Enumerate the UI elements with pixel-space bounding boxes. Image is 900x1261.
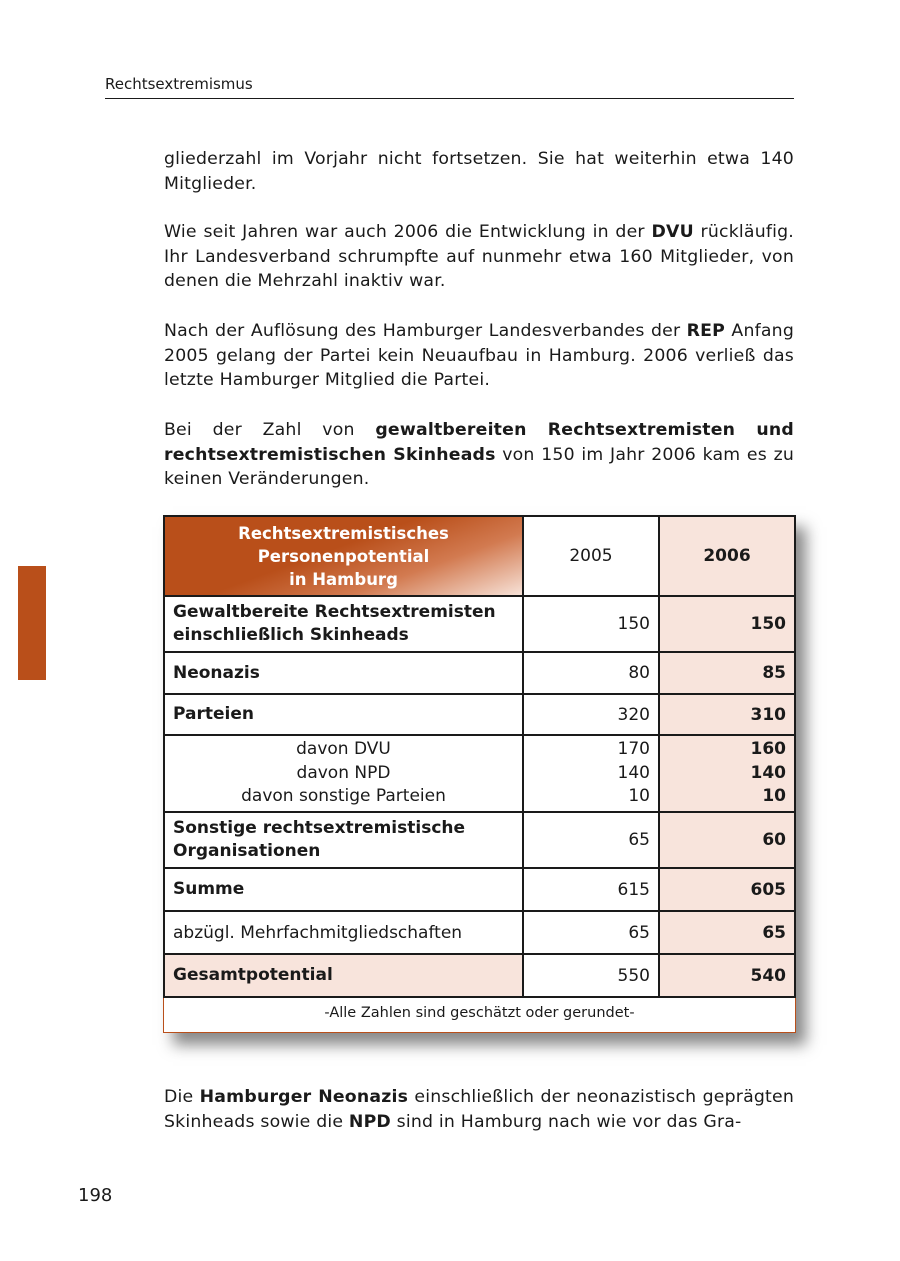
data-table — [163, 515, 796, 998]
row-label-line: einschließlich Skinheads — [173, 625, 409, 645]
value-2005: 80 — [523, 652, 659, 694]
value-2006: 60 — [659, 812, 795, 868]
row-label-line: davon sonstige Parteien — [241, 786, 446, 807]
paragraph-3-text-a: Nach der Auflösung des Hamburger Landesverbandes der — [164, 321, 687, 341]
value-2005: 550 — [523, 954, 659, 997]
table-header-row — [164, 516, 795, 596]
value-line: 10 — [628, 786, 650, 807]
table-title-line-2: Personenpotential — [257, 546, 430, 566]
row-label: abzügl. Mehrfachmitgliedschaften — [164, 911, 523, 954]
value-2006: 65 — [659, 911, 795, 954]
paragraph-2-text-c: rückläufig. Ihr Landesverband schrumpfte auf nunmehr etwa 160 Mitglieder, von denen die Mehrzahl inaktiv war. — [164, 222, 794, 291]
value-2005: 615 — [523, 868, 659, 911]
table-title-line-3: in Hamburg — [289, 569, 398, 589]
row-label — [164, 735, 523, 812]
paragraph-1: gliederzahl im Vorjahr nicht fortsetzen. Sie hat weiterhin etwa 140 Mitglieder. — [164, 149, 794, 194]
table-title-line-1: Rechtsextremistisches — [238, 523, 449, 543]
paragraph-2-bold-dvu: DVU — [651, 222, 694, 242]
paragraph-3-text-c: Anfang 2005 gelang der Partei kein Neuaufbau in Hamburg. 2006 verließ das letzte Hamburger Mitglied die Partei. — [164, 321, 794, 390]
paragraph-4-text-a: Bei der Zahl von — [164, 420, 376, 440]
row-label — [164, 596, 523, 652]
value-2006: 85 — [659, 652, 795, 694]
row-label-line: davon DVU — [296, 739, 391, 760]
paragraph-5-bold-npd: NPD — [348, 1111, 391, 1132]
value-line: 10 — [762, 786, 786, 807]
value-line: 140 — [750, 762, 786, 783]
paragraph-4-text-c: von 150 im Jahr 2006 kam es zu keinen Veränderungen. — [164, 444, 794, 489]
table-row-gesamtpotential — [164, 954, 795, 997]
row-label — [164, 812, 523, 868]
row-label: Gesamtpotential — [164, 954, 523, 997]
paragraph-5-text-c: einschließlich der neonazistisch geprägten Skinheads sowie die — [164, 1087, 794, 1132]
running-header: Rechtsextremismus — [105, 75, 794, 99]
value-2006: 150 — [659, 596, 795, 652]
row-label-line: davon NPD — [296, 762, 391, 783]
value-line: 170 — [617, 739, 650, 760]
value-line: 160 — [750, 739, 786, 760]
paragraph-2 — [164, 220, 794, 294]
paragraph-4-bold: gewaltbereiten Rechtsextremisten und rechtsextremistischen Skinheads — [164, 420, 794, 465]
table-footnote: -Alle Zahlen sind geschätzt oder gerundet- — [324, 1005, 635, 1021]
table-row-summe — [164, 868, 795, 911]
value-2005 — [523, 735, 659, 812]
paragraph-5 — [164, 1085, 794, 1134]
value-2005: 320 — [523, 694, 659, 735]
table-title-cell — [164, 516, 523, 596]
page-number: 198 — [78, 1185, 113, 1206]
value-2006: 540 — [659, 954, 795, 997]
column-header-2005: 2005 — [523, 516, 659, 596]
value-2005: 65 — [523, 812, 659, 868]
table-row — [164, 694, 795, 735]
chapter-side-tab — [18, 566, 46, 680]
paragraph-5-text-a: Die — [164, 1087, 200, 1107]
value-2005: 150 — [523, 596, 659, 652]
value-2006: 605 — [659, 868, 795, 911]
paragraph-4 — [164, 418, 794, 492]
paragraph-5-text-e: sind in Hamburg nach wie vor das Gra- — [390, 1111, 742, 1132]
row-label: Parteien — [164, 694, 523, 735]
row-label-line: Organisationen — [173, 841, 321, 861]
paragraph-2-text-a: Wie seit Jahren war auch 2006 die Entwicklung in der — [164, 222, 652, 242]
personenpotential-table — [163, 515, 796, 1033]
paragraph-3-bold-rep: REP — [686, 321, 726, 341]
table-row — [164, 652, 795, 694]
value-2006 — [659, 735, 795, 812]
table-row — [164, 596, 795, 652]
paragraph-5-bold-neonazis: Hamburger Neonazis — [199, 1087, 409, 1107]
row-label: Neonazis — [164, 652, 523, 694]
table-row — [164, 812, 795, 868]
row-label-line: Sonstige rechtsextremistische — [173, 818, 466, 838]
row-label: Summe — [164, 868, 523, 911]
table-row-subparties — [164, 735, 795, 812]
value-2005: 65 — [523, 911, 659, 954]
table-row — [164, 911, 795, 954]
paragraph-3 — [164, 319, 794, 393]
value-line: 140 — [617, 762, 650, 783]
column-header-2006: 2006 — [659, 516, 795, 596]
row-label-line: Gewaltbereite Rechtsextremisten — [173, 602, 496, 622]
value-2006: 310 — [659, 694, 795, 735]
